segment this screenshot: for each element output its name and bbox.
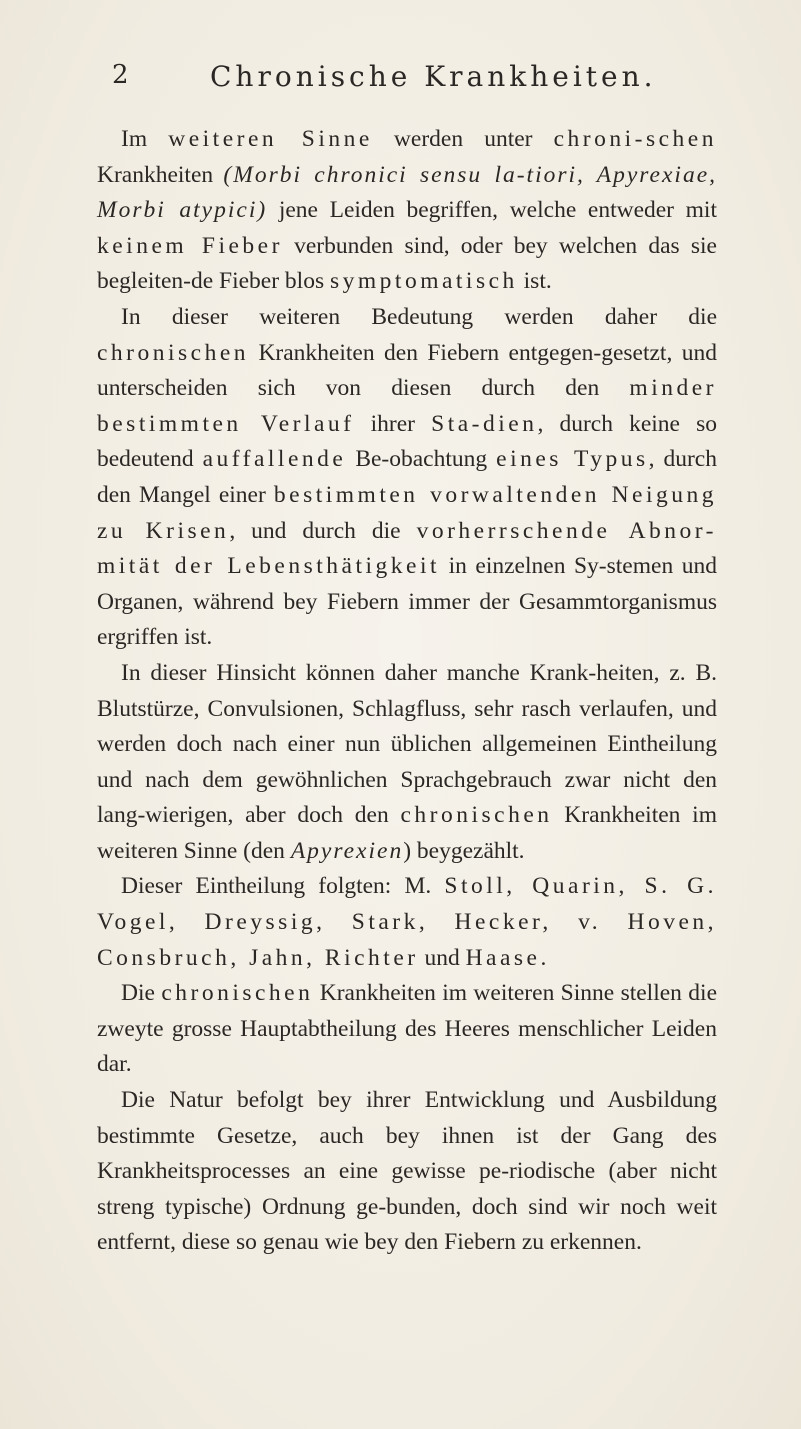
text-run: Im xyxy=(121,126,169,152)
spaced-text: chronischen xyxy=(161,980,314,1007)
italic-text: (Morbi chronici sensu la-tiori, Apyrexiae, Morbi atypici) xyxy=(97,161,718,224)
spaced-text: Sta-dien xyxy=(431,410,538,437)
text-run: ) beygezählt. xyxy=(403,837,525,864)
paragraph xyxy=(97,656,717,870)
spaced-text: eines Typus xyxy=(496,446,649,473)
text-run: werden unter xyxy=(372,126,554,152)
text-run: jene Leiden begriffen, welche entweder mit xyxy=(267,197,717,224)
page-header xyxy=(100,60,720,100)
text-run: In dieser weiteren Bedeutung werden daher die xyxy=(121,303,717,330)
text-run: Dieser Eintheilung folgten: M. xyxy=(121,873,445,900)
paragraph xyxy=(97,976,717,1083)
spaced-text: Stoll, Quarin, S. G. Vogel, Dreyssig, Stark, Hecker, v. Hoven, Consbruch, Jahn, Richter xyxy=(97,873,717,971)
spaced-text: chronischen xyxy=(97,339,250,366)
spaced-text: chronischen xyxy=(400,802,553,829)
paragraph xyxy=(97,300,717,656)
text-run: , durch keine so bedeutend xyxy=(97,410,717,473)
text-run: ihrer xyxy=(354,410,432,437)
spaced-text: vorherrschende Abnor-mität der Lebensthätigkeit xyxy=(97,517,717,580)
text-run: Krankheiten im weiteren Sinne (den xyxy=(97,802,717,864)
body-text xyxy=(97,122,717,1261)
text-run: ist. xyxy=(517,268,552,295)
page-number: 2 xyxy=(112,60,130,90)
text-run: Krankheiten xyxy=(97,161,224,188)
running-title: Chronische Krankheiten. xyxy=(210,60,657,93)
spaced-text: auffallende xyxy=(202,446,347,473)
italic-text: Apyrexien xyxy=(290,837,404,864)
paragraph xyxy=(97,869,717,976)
text-run: Be-obachtung xyxy=(346,446,497,473)
text-run: , und durch die xyxy=(229,517,417,544)
spaced-text: chroni-schen xyxy=(553,126,717,152)
text-run: und xyxy=(418,944,466,971)
spaced-text: symptomatisch xyxy=(329,268,518,295)
text-run: , durch den Mangel einer xyxy=(97,446,717,508)
text-run: Krankheiten den Fiebern entgegen-gesetzt, und unterscheiden sich von diesen durch den xyxy=(97,339,717,402)
spaced-text: weiteren Sinne xyxy=(168,126,373,152)
text-run: . xyxy=(540,944,547,971)
spaced-text: keinem Fieber xyxy=(97,232,283,259)
spaced-text: minder bestimmten Verlauf xyxy=(97,375,717,437)
text-run: verbunden sind, oder bey welchen das sie begleiten-de Fieber blos xyxy=(97,232,717,295)
text-run: Die xyxy=(121,980,162,1007)
text-run: Die Natur befolgt bey ihrer Entwicklung und Ausbildung bestimmte Gesetze, auch bey ihnen ist der Gang des Krankheitsprocesses an eine gewisse pe-riodische (aber nicht streng typische) Ordnung ge-bunden, doch sind wir noch weit entfernt, diese so genau wie bey den Fiebern zu erkennen. xyxy=(97,1087,717,1256)
spaced-text: bestimmten vorwaltenden Neigung zu Krisen xyxy=(97,481,717,544)
paragraph xyxy=(97,1083,717,1261)
text-run: Krankheiten im weiteren Sinne stellen die zweyte grosse Hauptabtheilung des Heeres menschlicher Leiden dar. xyxy=(97,980,718,1078)
text-run: in einzelnen Sy-stemen und Organen, während bey Fiebern immer der Gesammtorganismus ergriffen ist. xyxy=(97,553,717,651)
text-run: In dieser Hinsicht können daher manche Krank-heiten, z. B. Blutstürze, Convulsionen, Schlagfluss, sehr rasch verlaufen, und werden doch nach einer nun üblichen allgemeinen Eintheilung und nach dem gewöhnlichen Sprachgebrauch zwar nicht den lang-wierigen, aber doch den xyxy=(97,659,717,829)
paragraph xyxy=(97,122,717,300)
spaced-text: Haase xyxy=(465,944,541,971)
